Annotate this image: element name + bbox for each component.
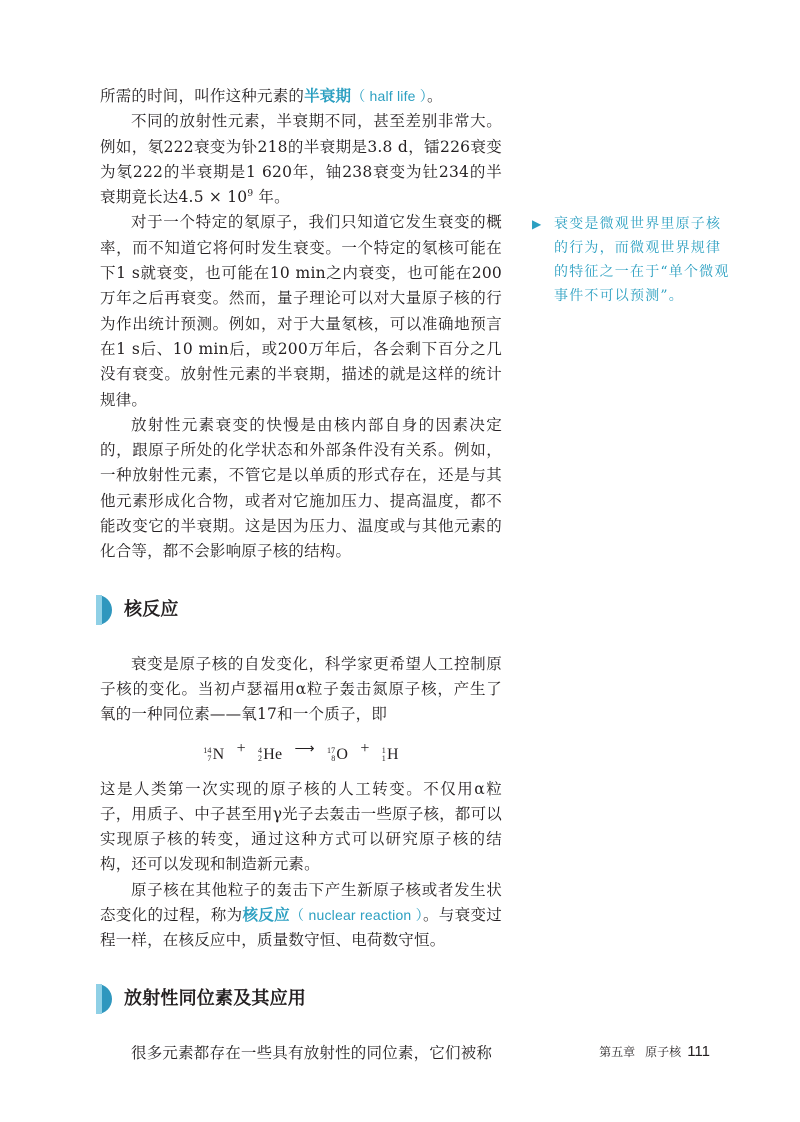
plus-sign: +	[236, 739, 246, 757]
element-symbol: H	[387, 745, 399, 763]
term-half-life-english: （ half life ）	[351, 88, 427, 104]
footer-chapter: 第五章	[599, 1045, 636, 1059]
nuclide-hydrogen	[382, 742, 399, 768]
section-heading-nuclear-reaction	[100, 595, 502, 625]
section-marker-icon	[96, 984, 112, 1014]
section-marker-icon	[96, 595, 112, 625]
term-half-life: 半衰期	[304, 87, 352, 105]
page-footer	[599, 1043, 710, 1060]
charge-number: 8	[331, 753, 336, 763]
isotope-numbers	[203, 747, 211, 763]
term-nuclear-reaction-english: （ nuclear reaction ）	[289, 907, 423, 924]
isotope-numbers	[258, 747, 262, 763]
section-title: 放射性同位素及其应用	[124, 987, 306, 1009]
page-number: 111	[687, 1043, 710, 1060]
paragraph-artificial-transmutation: 这是人类第一次实现的原子核的人工转变。不仅用α粒子，用质子、中子甚至用γ光子去轰击一些原子核，都可以实现原子核的转变，通过这种方式可以研究原子核的结构，还可以发现和制造新元素。	[100, 779, 502, 874]
charge-number: 7	[207, 753, 212, 763]
element-symbol: N	[212, 745, 225, 763]
element-symbol: He	[263, 745, 283, 763]
paragraph-radioactive-isotopes: 很多元素都存在一些具有放射性的同位素，它们被称	[131, 1043, 493, 1062]
mass-number: 17	[326, 745, 336, 755]
exponent: 9	[247, 189, 254, 200]
text-segment: 年。	[253, 188, 290, 207]
paragraph-decay-independence: 放射性元素衰变的快慢是由核内部自身的因素决定的，跟原子所处的化学状态和外部条件没有关系。例如，一种放射性元素，不管它是以单质的形式存在，还是与其他元素形成化合物，或者对它施加压力、提高温度，都不能改变它的半衰期。这是因为压力、温度或与其他元素的化合等，都不会影响原子核的结构。	[100, 415, 502, 561]
isotope-numbers	[327, 747, 335, 763]
paragraph-nuclear-reaction-definition	[100, 878, 502, 954]
nuclide-helium	[258, 742, 282, 768]
main-text-column	[100, 84, 502, 1066]
section-heading-radioactive-isotopes	[100, 984, 502, 1014]
text-segment: 不同的放射性元素，半衰期不同，甚至差别非常大。例如，氡222衰变为钋218的半衰期是3.8 d，镭226衰变为氡222的半衰期是1 620年，铀238衰变为钍234的半衰期竟长达4.5 × 10	[100, 112, 502, 207]
mass-number: 1	[381, 745, 386, 755]
margin-note	[532, 212, 730, 308]
nuclide-nitrogen	[203, 742, 224, 768]
footer-chapter-title: 原子核	[645, 1045, 682, 1059]
element-symbol: O	[336, 745, 349, 763]
triangle-bullet-icon: ▶	[532, 217, 543, 231]
isotope-numbers	[382, 747, 386, 763]
text-segment: 。	[426, 87, 443, 105]
reaction-arrow-icon: ⟶	[294, 741, 315, 757]
margin-note-text: 衰变是微观世界里原子核的行为，而微观世界规律的特征之一在于“单个微观事件不可以预测”。	[554, 216, 730, 304]
charge-number: 1	[381, 753, 386, 763]
text-segment: 。与衰变过程一样，在核反应中，质量数守恒、电荷数守恒。	[100, 906, 502, 950]
paragraph-half-life-examples	[100, 109, 502, 210]
nuclide-oxygen	[327, 742, 348, 768]
paragraph-half-life-definition	[100, 84, 502, 109]
text-segment: 原子核在其他粒子的轰击下产生新原子核或者发生状态变化的过程，称为	[100, 880, 502, 925]
charge-number: 2	[258, 753, 263, 763]
paragraph-statistical-decay: 对于一个特定的氡原子，我们只知道它发生衰变的概率，而不知道它将何时发生衰变。一个特定的氡核可能在下1 s就衰变，也可能在10 min之内衰变，也可能在200万年之后再衰变。然而，量子理论可以对大量原子核的行为作出统计预测。例如，对于大量氡核，可以准确地预言在1 s后、10 min后，或200万年后，各会剩下百分之几没有衰变。放射性元素的半衰期，描述的就是这样的统计规律。	[100, 213, 502, 409]
nuclear-equation	[100, 736, 502, 768]
paragraph-rutherford-experiment: 衰变是原子核的自发变化，科学家更希望人工控制原子核的变化。当初卢瑟福用α粒子轰击氮原子核，产生了氧的一种同位素——氧17和一个质子，即	[100, 654, 502, 724]
mass-number: 14	[203, 745, 212, 755]
term-nuclear-reaction: 核反应	[242, 906, 290, 925]
section-title: 核反应	[124, 598, 179, 620]
plus-sign: +	[360, 739, 370, 757]
text-segment: 所需的时间，叫作这种元素的	[100, 87, 305, 105]
mass-number: 4	[258, 745, 263, 755]
